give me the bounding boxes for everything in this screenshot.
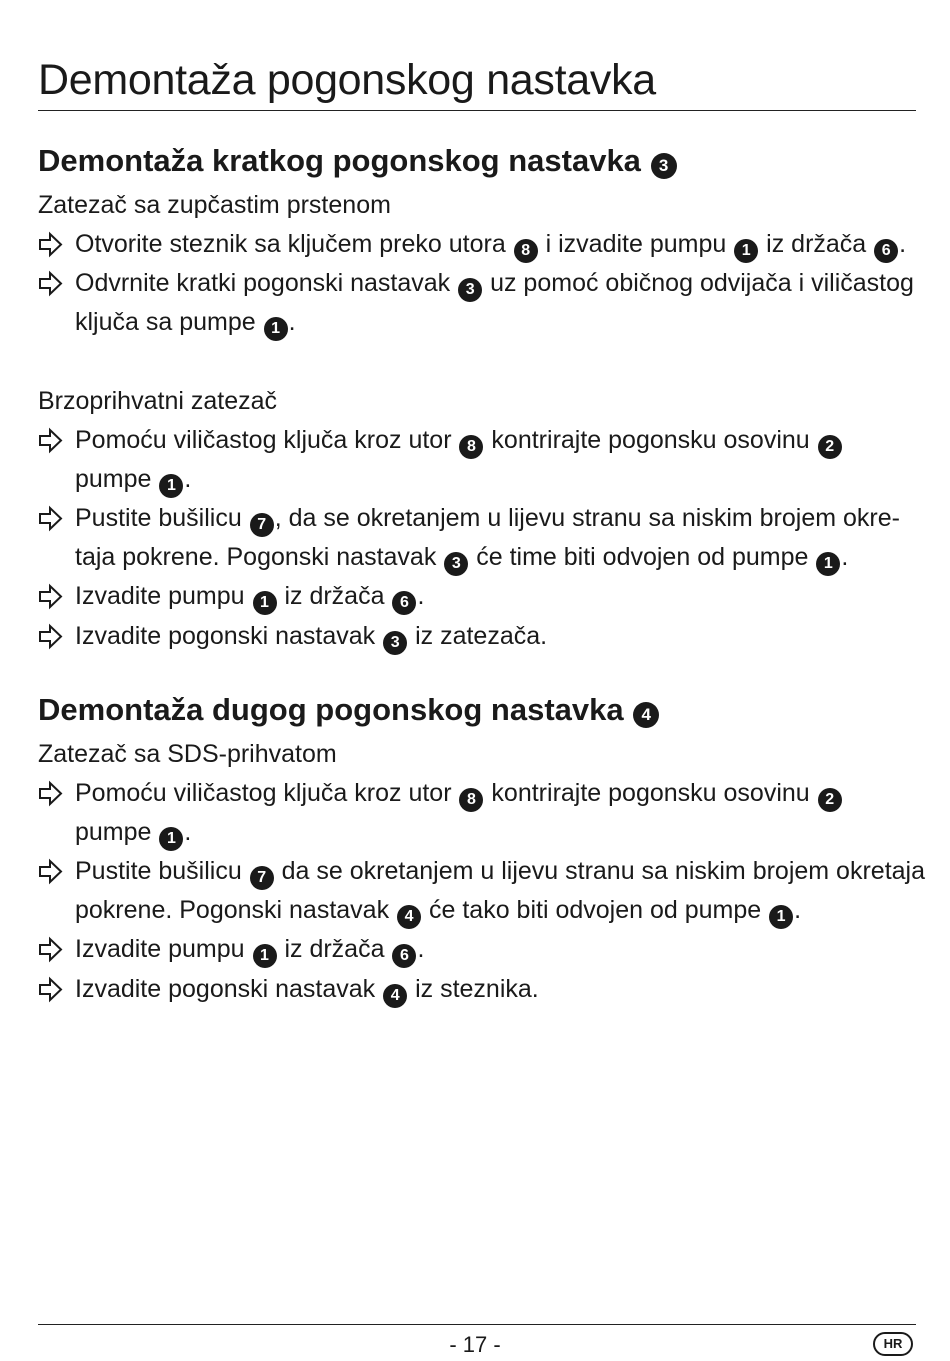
step-text-fragment: Pustite bušilicu — [75, 857, 249, 885]
subsection-title: Brzoprihvatni zatezač — [38, 387, 278, 415]
step-text-fragment: . — [899, 230, 907, 258]
step-text — [75, 852, 925, 930]
page-number: - 17 - — [449, 1332, 501, 1357]
step-line — [75, 617, 916, 656]
step-line — [75, 852, 925, 891]
step-text-fragment: kontrirajte pogonsku osovinu — [484, 426, 817, 454]
step-line — [75, 970, 916, 1009]
step-line — [75, 930, 916, 969]
part-number-marker: 6 — [392, 944, 416, 968]
part-number-marker: 3 — [458, 278, 482, 302]
part-number-marker: 3 — [383, 631, 407, 655]
step-text — [75, 264, 916, 342]
section-heading-long-nozzle — [38, 692, 660, 728]
subsection-title: Zatezač sa zupčastim prstenom — [38, 191, 391, 219]
step-line — [75, 225, 916, 264]
page-title: Demontaža pogonskog nastavka — [38, 56, 656, 104]
step-line — [75, 538, 916, 577]
step-text-fragment: Odvrnite kratki pogonski nastavak — [75, 269, 458, 297]
footer-divider — [38, 1324, 916, 1325]
part-number-marker: 1 — [264, 317, 288, 341]
step-text-fragment: kontrirajte pogonsku osovinu — [484, 779, 817, 807]
step-text-fragment: Pomoću viličastog ključa kroz utor — [75, 426, 459, 454]
step-line — [75, 774, 916, 813]
step-text-fragment: pokrene. Pogonski nastavak — [75, 896, 397, 924]
step-line — [75, 421, 916, 460]
step-text-fragment: iz držača — [277, 582, 392, 610]
arrow-right-icon — [38, 499, 64, 538]
subsection-title: Zatezač sa SDS-prihvatom — [38, 740, 337, 768]
step-text — [75, 970, 916, 1009]
step-text-fragment: iz zatezača. — [408, 622, 548, 650]
part-number-marker: 1 — [734, 239, 758, 263]
step-text-fragment: iz držača — [277, 935, 392, 963]
heading-part-marker: 3 — [651, 153, 677, 179]
step-text — [75, 617, 916, 656]
part-number-marker: 1 — [253, 944, 277, 968]
step-text-fragment: uz pomoć običnog odvijača i viličastog — [483, 269, 914, 297]
step-text-fragment: Izvadite pumpu — [75, 582, 252, 610]
step-line — [75, 460, 916, 499]
part-number-marker: 8 — [459, 788, 483, 812]
step-text-fragment: taja pokrene. Pogonski nastavak — [75, 543, 444, 571]
part-number-marker: 6 — [874, 239, 898, 263]
part-number-marker: 4 — [383, 984, 407, 1008]
step-text — [75, 499, 916, 577]
step-text — [75, 225, 916, 264]
step-line — [75, 891, 916, 930]
step-text-fragment: da se okretanjem u lijevu stranu sa niskim brojem okretaja — [274, 857, 925, 885]
step-text-fragment: . — [841, 543, 849, 571]
step-text-fragment: iz držača — [759, 230, 874, 258]
part-number-marker: 1 — [159, 474, 183, 498]
step-text — [75, 577, 916, 616]
step-text-fragment: . — [184, 818, 192, 846]
part-number-marker: 4 — [397, 905, 421, 929]
step-text-fragment: pumpe — [75, 818, 159, 846]
step-text — [75, 774, 916, 852]
step-text-fragment: . — [794, 896, 802, 924]
arrow-right-icon — [38, 970, 64, 1009]
arrow-right-icon — [38, 421, 64, 460]
part-number-marker: 8 — [514, 239, 538, 263]
step-line — [75, 264, 916, 303]
step-line — [75, 499, 916, 538]
step-text-fragment: , da se okretanjem u lijevu stranu sa niskim brojem okre- — [274, 504, 900, 532]
step-text-fragment: pumpe — [75, 465, 159, 493]
step-text-fragment: i izvadite pumpu — [538, 230, 734, 258]
arrow-right-icon — [38, 225, 64, 264]
step-text — [75, 421, 916, 499]
step-text-fragment: . — [184, 465, 192, 493]
arrow-right-icon — [38, 577, 64, 616]
section-heading-text: Demontaža kratkog pogonskog nastavka — [38, 143, 641, 178]
section-heading-text: Demontaža dugog pogonskog nastavka — [38, 692, 624, 727]
part-number-marker: 6 — [392, 591, 416, 615]
arrow-right-icon — [38, 774, 64, 813]
step-text-fragment: ključa sa pumpe — [75, 308, 263, 336]
title-divider — [38, 110, 916, 111]
language-badge: HR — [873, 1332, 913, 1356]
step-line — [75, 303, 916, 342]
part-number-marker: 3 — [444, 552, 468, 576]
step-text-fragment: Otvorite steznik sa ključem preko utora — [75, 230, 513, 258]
arrow-right-icon — [38, 852, 64, 891]
part-number-marker: 1 — [769, 905, 793, 929]
step-text-fragment: . — [417, 935, 425, 963]
step-text-fragment: iz steznika. — [408, 975, 539, 1003]
part-number-marker: 1 — [253, 591, 277, 615]
heading-part-marker: 4 — [633, 702, 659, 728]
arrow-right-icon — [38, 264, 64, 303]
step-text-fragment: . — [417, 582, 425, 610]
step-text-fragment: Izvadite pogonski nastavak — [75, 622, 383, 650]
part-number-marker: 1 — [159, 827, 183, 851]
arrow-right-icon — [38, 617, 64, 656]
step-text-fragment: Izvadite pumpu — [75, 935, 252, 963]
step-line — [75, 813, 916, 852]
step-text-fragment: . — [288, 308, 296, 336]
section-heading-short-nozzle — [38, 143, 678, 179]
step-text-fragment: Izvadite pogonski nastavak — [75, 975, 383, 1003]
part-number-marker: 8 — [459, 435, 483, 459]
step-text — [75, 930, 916, 969]
step-text-fragment: Pomoću viličastog ključa kroz utor — [75, 779, 459, 807]
step-line — [75, 577, 916, 616]
part-number-marker: 7 — [250, 513, 274, 537]
part-number-marker: 1 — [816, 552, 840, 576]
part-number-marker: 2 — [818, 788, 842, 812]
step-text-fragment: Pustite bušilicu — [75, 504, 249, 532]
arrow-right-icon — [38, 930, 64, 969]
part-number-marker: 2 — [818, 435, 842, 459]
step-text-fragment: će time biti odvojen od pumpe — [469, 543, 816, 571]
part-number-marker: 7 — [250, 866, 274, 890]
step-text-fragment: će tako biti odvojen od pumpe — [422, 896, 769, 924]
